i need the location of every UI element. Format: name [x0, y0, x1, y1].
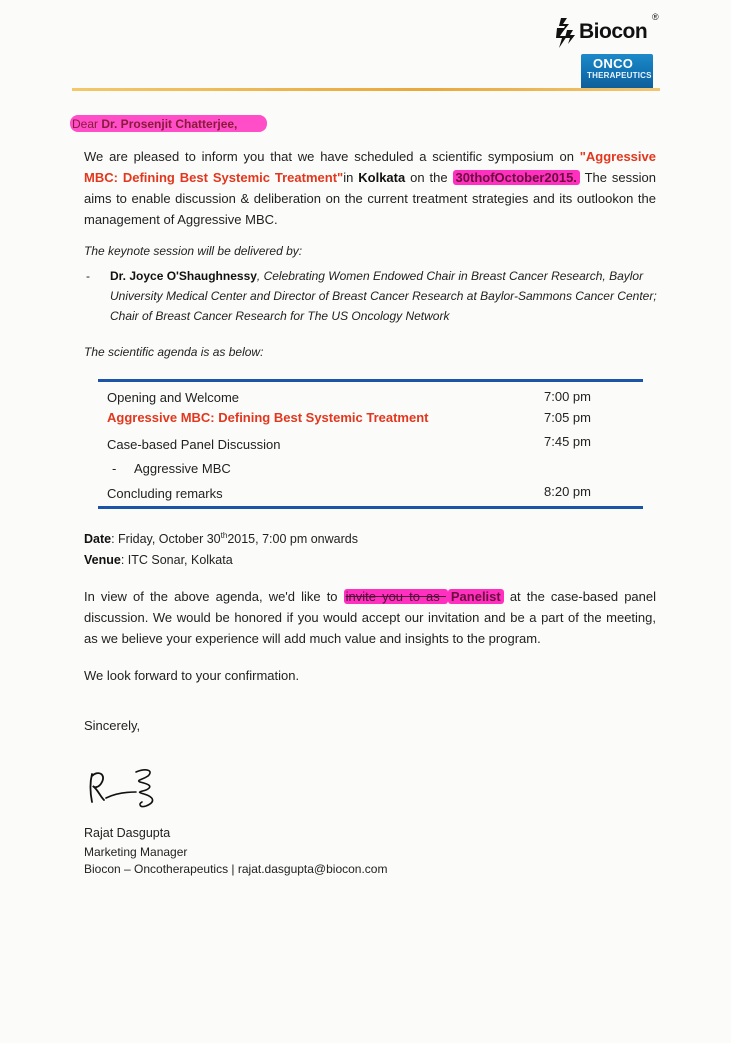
oncotherapeutics-badge	[581, 54, 653, 90]
agenda-time: 7:05 pm	[544, 410, 591, 425]
onco-text: ONCO	[593, 56, 634, 71]
brand-name: Biocon	[579, 20, 648, 43]
agenda-intro: The scientific agenda is as below:	[84, 345, 264, 359]
agenda-row	[107, 486, 591, 501]
agenda-sub-dash: -	[112, 461, 117, 476]
date-sup: th	[220, 530, 228, 540]
signature	[84, 764, 174, 812]
signoff: Sincerely,	[84, 718, 141, 733]
venue-value: : ITC Sonar, Kolkata	[120, 553, 233, 567]
header-rule	[72, 88, 660, 91]
agenda-top-rule	[98, 379, 643, 382]
closing-line: We look forward to your confirmation.	[84, 668, 300, 683]
intro-text-c: on the	[405, 170, 453, 185]
agenda-row	[107, 390, 591, 405]
biocon-logo	[553, 10, 663, 90]
keynote-name: Dr. Joyce O'Shaughnessy	[110, 269, 257, 283]
agenda-time: 7:45 pm	[544, 434, 591, 449]
agenda-time: 7:00 pm	[544, 389, 591, 404]
city: Kolkata	[358, 170, 406, 185]
agenda-item: Opening and Welcome	[107, 390, 240, 405]
agenda-row	[107, 434, 591, 452]
intro-text-a: We are pleased to inform you that we have scheduled a scientific symposium on	[84, 149, 580, 164]
invite-text-b: at the case-based panel discussion. We would be honored if you would accept our invitation and be a part of the meeting, as we believe your experience will add much value and insights to the program.	[84, 589, 657, 646]
symposium-title: "Aggressive MBC: Defining Best Systemic Treatment"	[84, 149, 656, 185]
event-date	[84, 532, 358, 546]
event-venue	[84, 553, 233, 567]
agenda-item: Case-based Panel Discussion	[107, 437, 281, 452]
venue-label: Venue	[84, 553, 121, 567]
agenda-item: Concluding remarks	[107, 486, 223, 501]
keynote-speaker	[86, 266, 658, 326]
agenda-bottom-rule	[98, 506, 643, 509]
salutation-prefix: Dear	[72, 117, 102, 131]
salutation	[72, 117, 237, 131]
invite-text-a: In view of the above agenda, we'd like to	[84, 589, 344, 604]
signer-name: Rajat Dasgupta	[84, 826, 171, 840]
signer-contact: Biocon – Oncotherapeutics | rajat.dasgupta@biocon.com	[84, 862, 388, 876]
biocon-mark-icon	[553, 16, 579, 50]
agenda-item: Aggressive MBC	[133, 461, 231, 476]
intro-text-d: The session aims to enable discussion & deliberation on the current treatment strategies and its outlookon the management of Aggressive MBC.	[84, 170, 656, 227]
date-label: Date	[84, 532, 112, 546]
agenda-time: 8:20 pm	[544, 484, 591, 499]
registered-mark: ®	[652, 12, 659, 22]
date-value: : Friday, October 30	[111, 532, 221, 546]
agenda-row	[112, 461, 596, 476]
intro-paragraph	[84, 146, 656, 230]
signer-title: Marketing Manager	[84, 845, 188, 859]
invite-role: Panelist	[448, 589, 504, 604]
intro-text-b: in	[343, 170, 359, 185]
invite-struck-text: invite you to as	[345, 589, 446, 604]
invitation-paragraph	[84, 586, 656, 649]
keynote-dash: -	[86, 269, 90, 283]
agenda-item: Aggressive MBC: Defining Best Systemic Treatment	[107, 410, 429, 425]
date-highlight: 30thofOctober2015.	[453, 170, 580, 185]
therapeutics-text: THERAPEUTICS	[587, 71, 652, 80]
recipient-name: Dr. Prosenjit Chatterjee,	[101, 117, 238, 131]
agenda-row	[107, 410, 591, 425]
keynote-intro: The keynote session will be delivered by:	[84, 244, 303, 258]
keynote-description: , Celebrating Women Endowed Chair in Breast Cancer Research, Baylor University Medical Center and Director of Breast Cancer Research at Baylor-Sammons Cancer Center; Chair of Breast Cancer Research for The US Oncology Network	[110, 269, 657, 323]
date-value-rest: 2015, 7:00 pm onwards	[227, 532, 358, 546]
